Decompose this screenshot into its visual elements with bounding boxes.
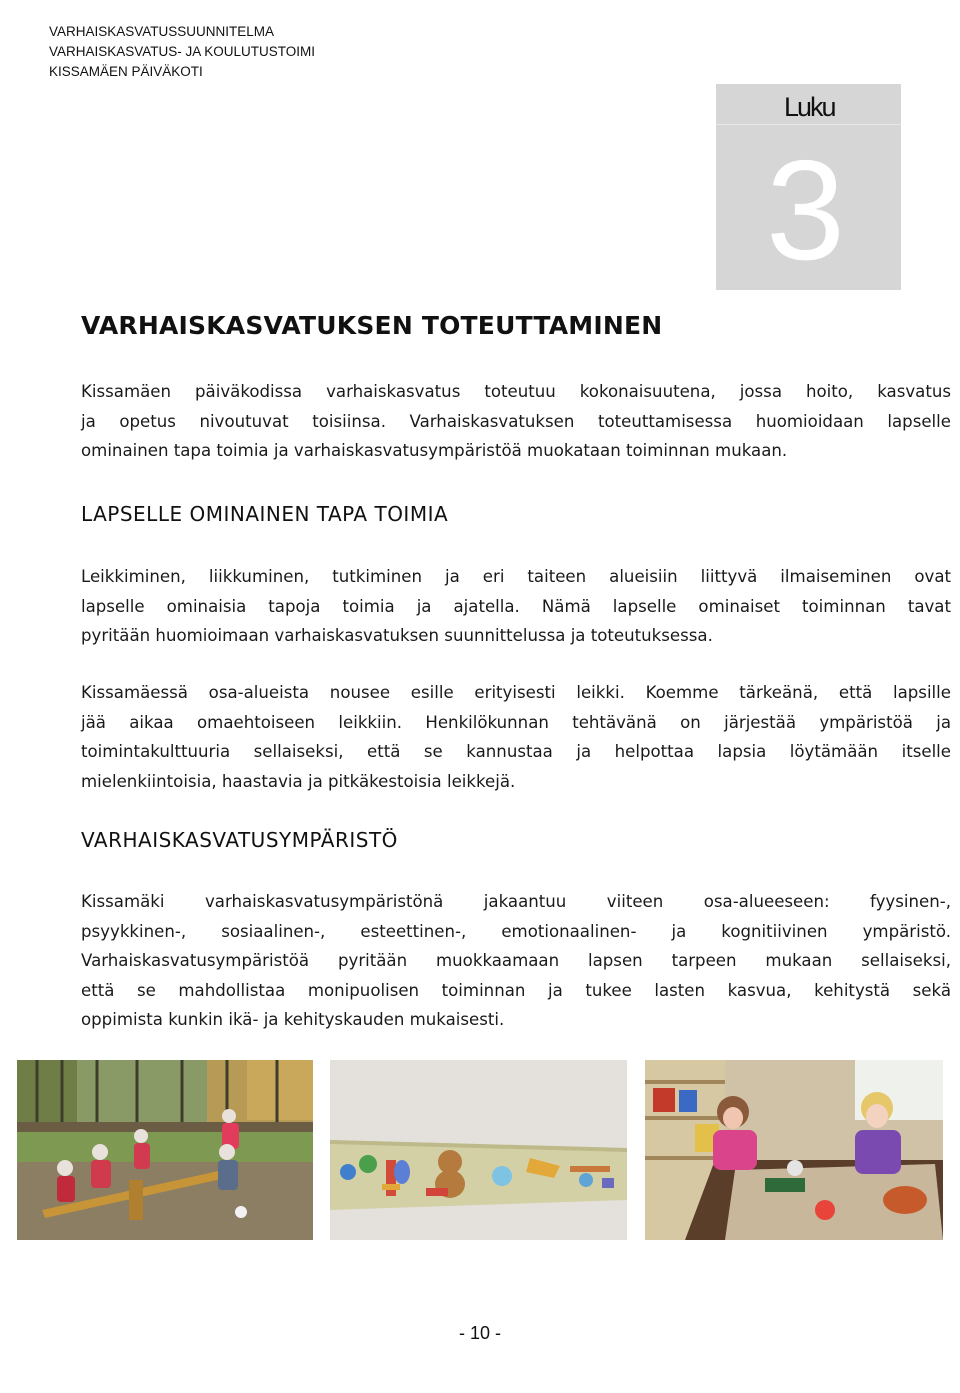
section-heading-way-of-acting: LAPSELLE OMINAINEN TAPA TOIMIA bbox=[81, 502, 449, 526]
text-line: mielenkiintoisia, haastavia ja pitkäkestoisia leikkejä. bbox=[81, 771, 516, 791]
document-header bbox=[49, 22, 315, 82]
header-line-kindergarten: KISSAMÄEN PÄIVÄKOTI bbox=[49, 64, 203, 79]
section1-paragraph-1 bbox=[81, 562, 951, 651]
section1-paragraph-2 bbox=[81, 678, 951, 796]
page-number: - 10 - bbox=[458, 1323, 501, 1343]
text-line: jää aikaa omaehtoiseen leikkiin. Henkilökunnan tehtävänä on järjestää ympäristöä ja bbox=[81, 712, 951, 732]
header-line-department: VARHAISKASVATUS- JA KOULUTUSTOIMI bbox=[49, 44, 316, 59]
photo-children-crafting bbox=[645, 1060, 943, 1240]
text-line: Kissamäki varhaiskasvatusympäristönä jakaantuu viiteen osa-alueeseen: fyysinen-, bbox=[81, 892, 951, 911]
text-line: Kissamäen päiväkodissa varhaiskasvatus toteutuu kokonaisuutena, jossa hoito, kasvatus bbox=[81, 382, 951, 401]
text-line: pyritään huomioimaan varhaiskasvatuksen suunnittelussa ja toteutuksessa. bbox=[81, 626, 713, 645]
chapter-divider bbox=[716, 124, 901, 125]
text-line: oppimista kunkin ikä- ja kehityskauden mukaisesti. bbox=[81, 1010, 505, 1029]
page-title: VARHAISKASVATUKSEN TOTEUTTAMINEN bbox=[81, 311, 663, 340]
text-line: ja opetus nivoutuvat toisiinsa. Varhaiskasvatuksen toteuttamisessa huomioidaan lapselle bbox=[81, 411, 951, 431]
text-line: Leikkiminen, liikkuminen, tutkiminen ja eri taiteen alueisiin liittyvä ilmaiseminen ovat bbox=[81, 567, 951, 586]
chapter-label: Luku bbox=[784, 92, 835, 122]
intro-paragraph bbox=[81, 377, 951, 466]
header-line-plan: VARHAISKASVATUSSUUNNITELMA bbox=[49, 24, 275, 39]
text-line: toimintakulttuuria sellaiseksi, että se kannustaa ja helpottaa lapsia löytämään itselle bbox=[81, 742, 951, 761]
photo-playground-seesaw bbox=[17, 1060, 313, 1240]
section-heading-environment: VARHAISKASVATUSYMPÄRISTÖ bbox=[81, 828, 398, 852]
text-line: psyykkinen-, sosiaalinen-, esteettinen-, emotionaalinen- ja kognitiivinen ympäristö. bbox=[81, 921, 951, 941]
text-line: Kissamäessä osa-alueista nousee esille erityisesti leikki. Koemme tärkeänä, että lapsille bbox=[81, 683, 951, 702]
text-line: ominainen tapa toimia ja varhaiskasvatusympäristöä muokataan toiminnan mukaan. bbox=[81, 441, 788, 460]
chapter-box bbox=[716, 84, 901, 290]
photo-wall-painting bbox=[330, 1060, 627, 1240]
text-line: että se mahdollistaa monipuolisen toiminnan ja tukee lasten kasvua, kehitystä sekä bbox=[81, 980, 951, 1000]
chapter-number: 3 bbox=[766, 131, 845, 290]
section2-paragraph-1 bbox=[81, 887, 951, 1035]
text-line: lapselle ominaisia tapoja toimia ja ajatella. Nämä lapselle ominaiset toiminnan tavat bbox=[81, 596, 951, 616]
text-line: Varhaiskasvatusympäristöä pyritään muokkaamaan lapsen tarpeen mukaan sellaiseksi, bbox=[81, 951, 951, 970]
